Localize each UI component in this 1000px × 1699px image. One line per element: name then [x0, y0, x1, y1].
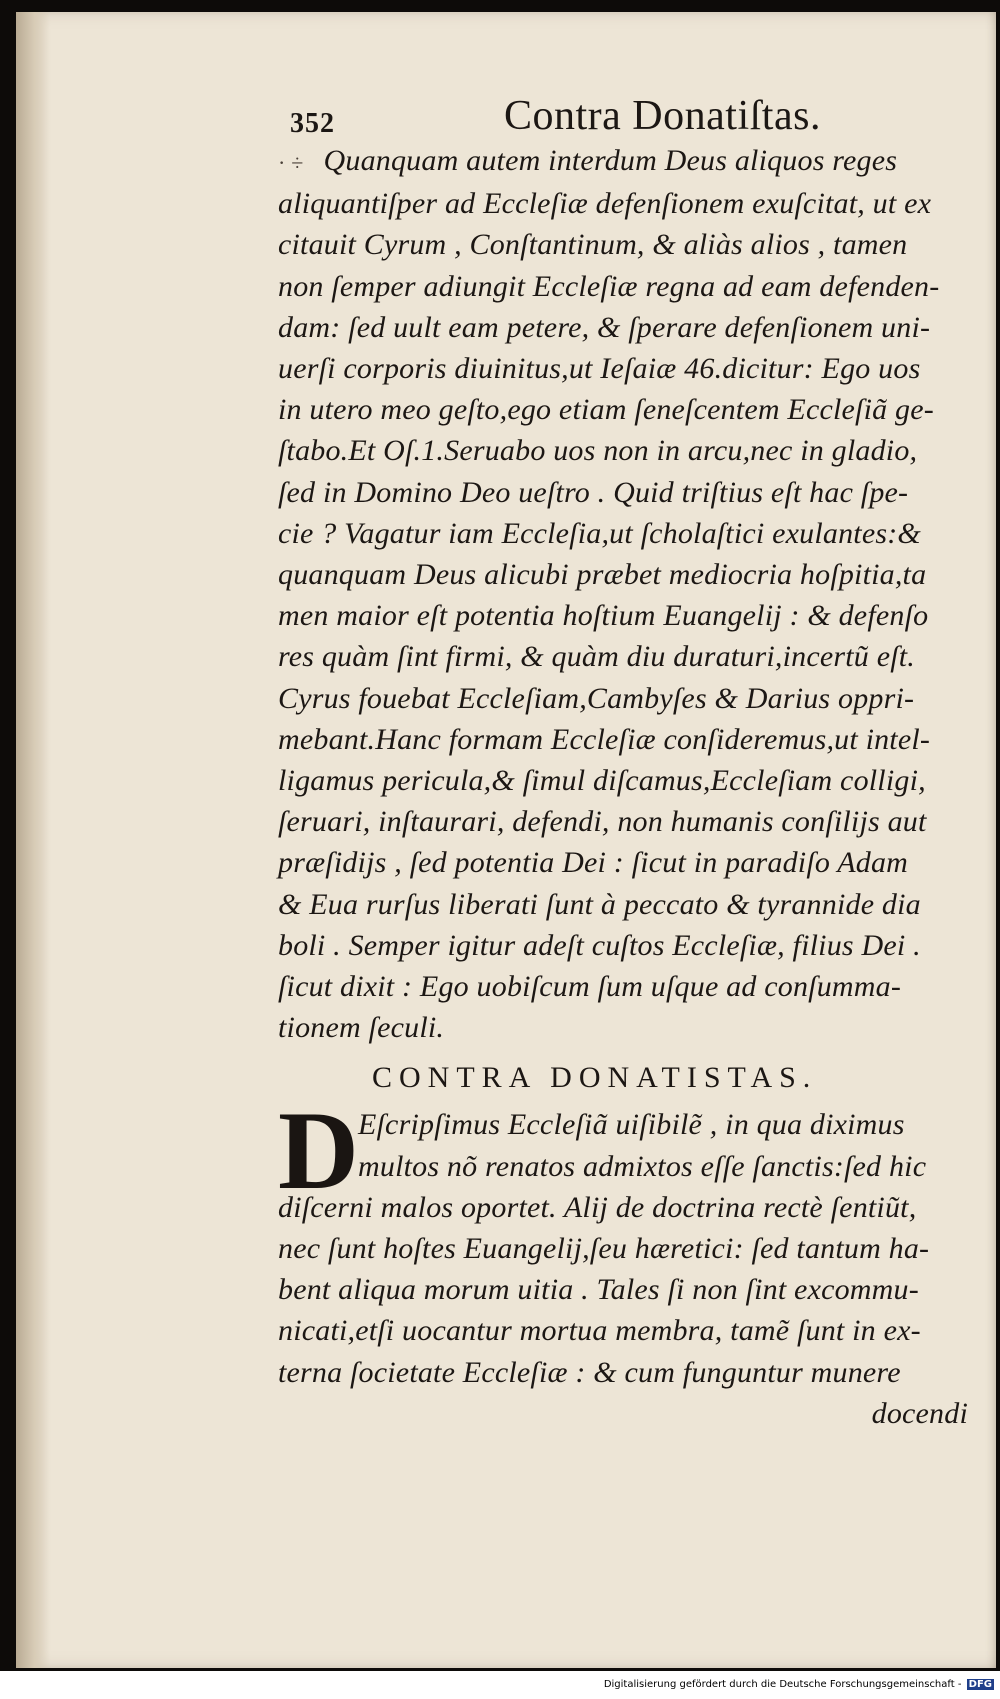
- text-line: in utero meo geſto,ego etiam ſeneſcentem Eccleſiã ge-: [278, 393, 934, 427]
- text-line: uerſi corporis diuinitus,ut Ieſaiæ 46.dicitur: Ego uos: [278, 352, 921, 386]
- text-line: præſidijs , ſed potentia Dei : ſicut in paradiſo Adam: [278, 846, 909, 880]
- credit-text: Digitalisierung gefördert durch die Deutsche Forschungsgemeinschaft -: [603, 1679, 962, 1690]
- text-line: ſed in Domino Deo ueſtro . Quid triſtius eſt hac ſpe-: [278, 475, 909, 509]
- text-block: [278, 82, 968, 1434]
- text-line: ſeruari, inſtaurari, defendi, non humanis conſilijs aut: [278, 805, 927, 839]
- text-line: non ſemper adiungit Eccleſiæ regna ad eam defenden-: [278, 269, 940, 303]
- text-line: multos nõ renatos admixtos eſſe ſanctis:ſed hic: [358, 1149, 927, 1183]
- section-paragraph: [278, 1089, 968, 1434]
- text-line: [278, 140, 968, 183]
- body-paragraph: [278, 140, 968, 1048]
- text-line: men maior eſt potentia hoſtium Euangelij : & defenſo: [278, 599, 929, 633]
- dfg-logo: DFG: [968, 1679, 992, 1690]
- catchword: docendi: [871, 1396, 968, 1430]
- page-header: [278, 82, 968, 140]
- text-line: aliquantiſper ad Eccleſiæ defenſionem exuſcitat, ut ex: [278, 187, 932, 221]
- text-line: terna ſocietate Eccleſiæ : & cum funguntur munere: [278, 1355, 901, 1389]
- text-line: citauit Cyrum , Conſtantinum, & aliàs alios , tamen: [278, 228, 908, 262]
- text-line: nicati,etſi uocantur mortua membra, tamẽ ſunt in ex-: [278, 1314, 921, 1348]
- running-title: Contra Donatiſtas.: [504, 93, 821, 139]
- page-binding-shadow: [16, 12, 50, 1668]
- text-line: nec ſunt hoſtes Euangelij,ſeu hæretici: ſed tantum ha-: [278, 1232, 930, 1266]
- page-number: 352: [290, 108, 335, 139]
- text-line: ſicut dixit : Ego uobiſcum ſum uſque ad conſumma-: [278, 970, 902, 1004]
- text-line: mebant.Hanc formam Eccleſiæ conſideremus,ut intel-: [278, 722, 931, 756]
- text-line: ligamus pericula,& ſimul diſcamus,Eccleſiam colligi,: [278, 764, 926, 798]
- text-line: Eſcripſimus Eccleſiã uiſibilẽ , in qua diximus: [358, 1108, 905, 1142]
- text-line: cie ? Vagatur iam Eccleſia,ut ſcholaſtici exulantes:&: [278, 516, 921, 550]
- section-heading: CONTRA DONATISTAS.: [372, 1061, 818, 1095]
- text-line: tionem ſeculi.: [278, 1011, 445, 1045]
- text-line: diſcerni malos oportet. Alij de doctrina rectè ſentiũt,: [278, 1190, 917, 1224]
- text-line-content: Quanquam autem interdum Deus aliquos reges: [323, 144, 898, 177]
- text-line: ſtabo.Et Oſ.1.Seruabo uos non in arcu,nec in gladio,: [278, 434, 918, 468]
- text-line: & Eua rurſus liberati ſunt à peccato & tyrannide dia: [278, 887, 921, 921]
- text-line: quanquam Deus alicubi præbet mediocria hoſpitia,ta: [278, 558, 927, 592]
- text-line: dam: ſed uult eam petere, & ſperare defenſionem uni-: [278, 310, 931, 344]
- text-line: Cyrus fouebat Eccleſiam,Cambyſes & Darius oppri-: [278, 681, 915, 715]
- paragraph-marker: · ÷: [278, 150, 304, 175]
- text-line: boli . Semper igitur adeſt cuſtos Eccleſiæ, filius Dei .: [278, 928, 921, 962]
- text-line: res quàm ſint firmi, & quàm diu duraturi,incertũ eſt.: [278, 640, 915, 674]
- drop-cap-initial: D: [278, 1089, 359, 1214]
- text-line: bent aliqua morum uitia . Tales ſi non ſint excommu-: [278, 1273, 919, 1307]
- digitization-credit: [604, 1679, 994, 1690]
